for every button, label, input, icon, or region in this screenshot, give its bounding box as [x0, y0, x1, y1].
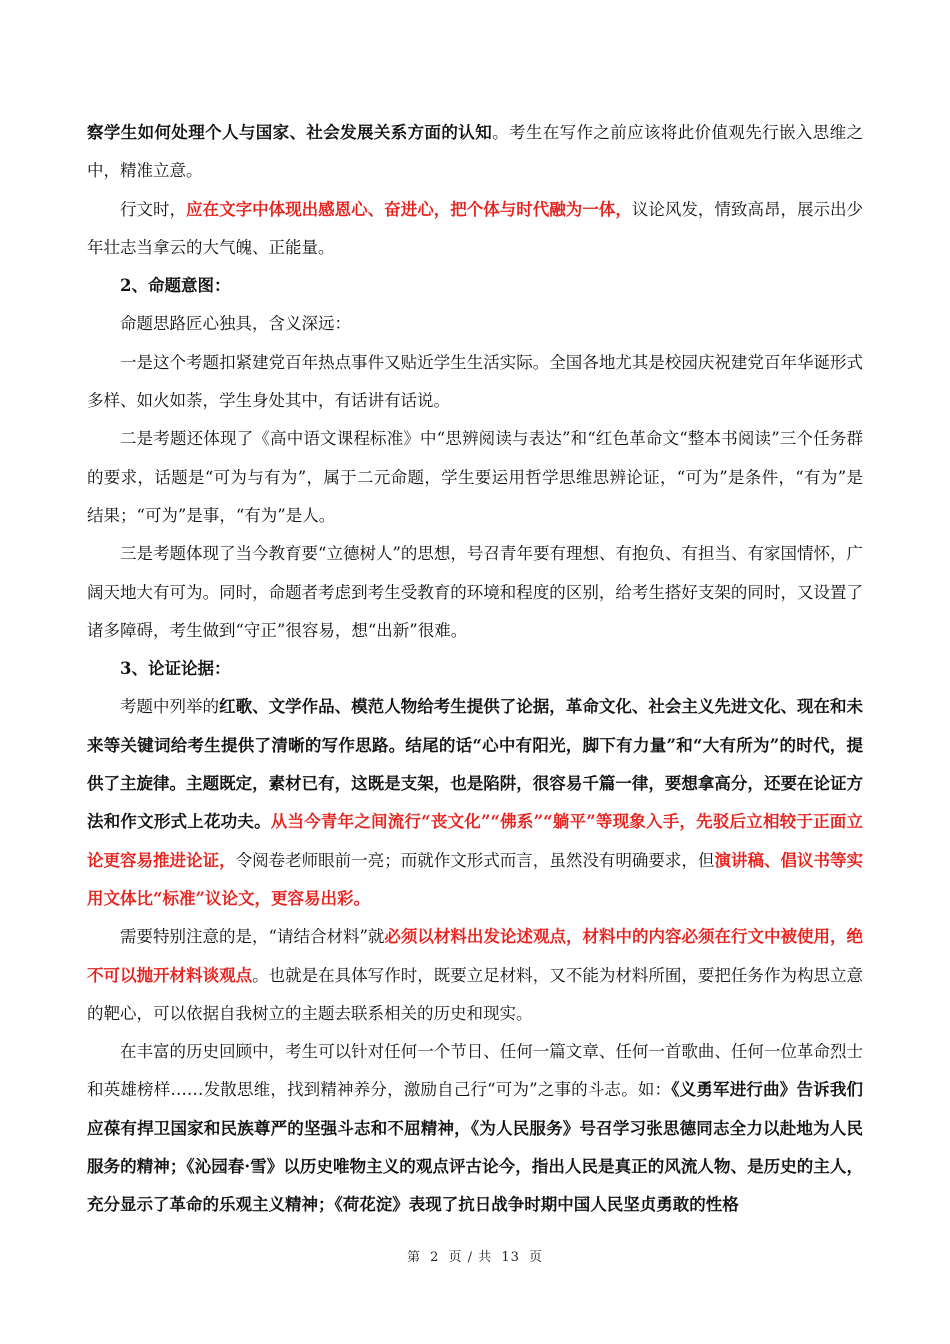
footer-prefix: 第 — [406, 1250, 421, 1265]
text-run: 令阅卷老师眼前一亮；而就作文形式而言，虽然没有明确要求，但 — [235, 850, 715, 870]
paragraph — [87, 535, 863, 650]
paragraph — [87, 344, 863, 421]
footer-middle: 页 / 共 — [448, 1250, 493, 1265]
paragraph — [87, 650, 863, 688]
text-run: 考题中列举的 — [120, 697, 220, 717]
paragraph — [87, 420, 863, 535]
bold-text: 察学生如何处理个人与国家、社会发展关系方面的认知 — [87, 123, 493, 142]
paragraph — [87, 918, 863, 1033]
paragraph — [87, 191, 863, 268]
text-run: 议论风发，情致高昂，展示出少年壮志当拿云的大气魄、正能量。 — [87, 199, 864, 257]
paragraph — [87, 1033, 863, 1224]
bold-text: 2、命题意图： — [120, 276, 231, 296]
bold-text: 红歌、文学作品、模范人物给考生提供了论据，革命文化、社会主义先进文化、现在和未来等关键词给考生提供了清晰的写作思路。结尾的话“心中有阳光，脚下有力量”和“大有所为”的时代，提供了主旋律。主题既定，素材已有，这既是支架，也是陷阱，很容易千篇一律，要想拿高分，还要在论证方法和作文形式上花功夫。 — [87, 697, 864, 832]
text-run: 在丰富的历史回顾中，考生可以针对任何一个节日、任何一篇文章、任何一首歌曲、任何一位革命烈士和英雄榜样……发散思维，找到精神养分，激励自己行“可为”之事的斗志。如： — [87, 1042, 863, 1100]
paragraph — [87, 267, 863, 305]
highlighted-text: 从当今青年之间流行“丧文化”“佛系”“躺平”等现象入手，先驳后立相较于正面立论更容易推进论证， — [87, 812, 864, 870]
bold-text: 3、论证论据： — [120, 659, 231, 679]
footer-total-pages: 13 — [501, 1250, 520, 1265]
text-run: 命题思路匠心独具，含义深远： — [120, 314, 351, 334]
highlighted-text: 必须以材料出发论述观点，材料中的内容必须在行文中被使用，绝不可以抛开材料谈观点 — [87, 927, 863, 985]
footer-page-number: 2 — [430, 1250, 440, 1265]
highlighted-text: 应在文字中体现出感恩心、奋进心，把个体与时代融为一体， — [186, 199, 632, 219]
text-run: 行文时， — [120, 199, 187, 219]
paragraph — [87, 688, 863, 918]
paragraph — [87, 114, 863, 191]
page-footer — [0, 1246, 950, 1265]
text-run: 三是考题体现了当今教育要“立德树人”的思想，号召青年要有理想、有抱负、有担当、有家国情怀，广阔天地大有可为。同时，命题者考虑到考生受教育的环境和程度的区别，给考生搭好支架的同时，又设置了诸多障碍，考生做到“守正”很容易，想“出新”很难。 — [87, 544, 863, 640]
text-run: 。考生在写作之前应该将此价值观先行嵌入思维之中，精准立意。 — [87, 123, 864, 181]
footer-suffix: 页 — [529, 1250, 544, 1265]
text-run: 一是这个考题扣紧建党百年热点事件又贴近学生生活实际。全国各地尤其是校园庆祝建党百年华诞形式多样、如火如荼，学生身处其中，有话讲有话说。 — [87, 352, 863, 411]
paragraph — [87, 305, 863, 343]
text-run: 需要特别注意的是，“请结合材料”就 — [120, 927, 385, 947]
bold-text: 《义勇军进行曲》告诉我们应葆有捍卫国家和民族尊严的坚强斗志和不屈精神，《为人民服务》号召学习张思德同志全力以赴地为人民服务的精神；《沁园春·雪》以历史唯物主义的观点评古论今，指出人民是真正的风流人物、是历史的主人，充分显示了革命的乐观主义精神；《荷花淀》表现了抗日战争时期中国人民坚贞勇敢的性格 — [87, 1080, 864, 1215]
text-run: 。也就是在具体写作时，既要立足材料，又不能为材料所囿，要把任务作为构思立意的靶心，可以依据自我树立的主题去联系相关的历史和现实。 — [87, 965, 864, 1023]
highlighted-text: 演讲稿、倡议书等实用文体比“标准”议论文，更容易出彩。 — [87, 850, 864, 908]
document-body — [87, 114, 863, 1225]
text-run: 二是考题还体现了《高中语文课程标准》中“思辨阅读与表达”和“红色革命文“整本书阅读”三个任务群的要求，话题是“可为与有为”，属于二元命题，学生要运用哲学思维思辨论证，“可为”是条件，“有为”是结果；“可为”是事，“有为”是人。 — [87, 429, 863, 525]
